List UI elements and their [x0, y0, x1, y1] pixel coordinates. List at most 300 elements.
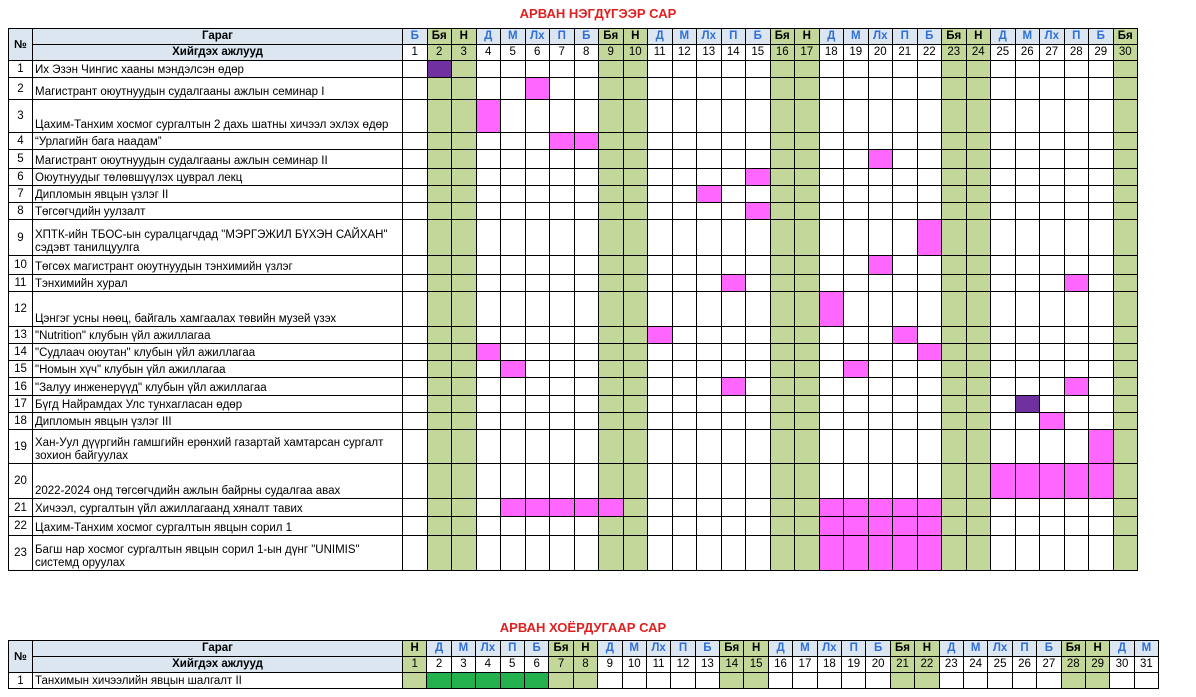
day-cell [501, 275, 526, 292]
day-cell [1113, 536, 1138, 571]
day-number: 5 [500, 657, 524, 673]
weekday-label: Д [476, 29, 501, 45]
day-cell [452, 256, 477, 275]
scheduled-day-cell [427, 61, 452, 78]
day-cell [1089, 203, 1114, 220]
day-cell [1040, 327, 1065, 344]
day-cell [574, 169, 599, 186]
day-cell [403, 100, 428, 133]
day-cell [770, 292, 795, 327]
day-cell [550, 361, 575, 378]
day-cell [1064, 430, 1089, 464]
weekday-label: Лх [1040, 29, 1065, 45]
table-row [9, 413, 1138, 430]
scheduled-day-cell [917, 536, 942, 571]
day-cell [746, 256, 771, 275]
day-cell [1064, 344, 1089, 361]
day-cell [623, 430, 648, 464]
day-cell [599, 378, 624, 396]
day-cell [574, 61, 599, 78]
scheduled-day-cell [844, 517, 869, 536]
weekday-label: Бя [549, 641, 573, 657]
weekday-label: Д [648, 29, 673, 45]
weekday-label: Бя [1061, 641, 1085, 657]
day-cell [574, 203, 599, 220]
day-number: 6 [524, 657, 548, 673]
day-cell [991, 536, 1016, 571]
day-cell [1015, 344, 1040, 361]
day-cell [672, 517, 697, 536]
day-cell [403, 220, 428, 256]
day-cell [770, 100, 795, 133]
day-cell [648, 413, 673, 430]
task-number: 11 [9, 275, 33, 292]
day-cell [868, 413, 893, 430]
day-cell [452, 378, 477, 396]
day-cell [942, 203, 967, 220]
day-cell [795, 378, 820, 396]
day-cell [1089, 344, 1114, 361]
day-cell [795, 220, 820, 256]
scheduled-day-cell [501, 499, 526, 517]
day-cell [917, 396, 942, 413]
weekday-label: П [842, 641, 866, 657]
day-cell [648, 464, 673, 499]
day-cell [917, 292, 942, 327]
day-cell [1015, 256, 1040, 275]
day-cell [1089, 78, 1114, 100]
task-name: ХПТК-ийн ТБОС-ын суралцагчдад "МЭРГЭЖИЛ БҮХЭН САЙХАН" сэдэвт танилцуулга [33, 220, 403, 256]
table-row [9, 256, 1138, 275]
scheduled-day-cell [893, 536, 918, 571]
day-cell [574, 536, 599, 571]
scheduled-day-cell [451, 673, 475, 689]
day-cell [770, 150, 795, 169]
day-cell [893, 169, 918, 186]
scheduled-day-cell [868, 150, 893, 169]
day-cell [550, 413, 575, 430]
day-cell [966, 499, 991, 517]
task-name: Их Эзэн Чингис хааны мэндэлсэн өдөр [33, 61, 403, 78]
day-cell [721, 169, 746, 186]
day-cell [427, 344, 452, 361]
day-cell [476, 203, 501, 220]
day-cell [721, 78, 746, 100]
scheduled-day-cell [819, 499, 844, 517]
scheduled-day-cell [501, 361, 526, 378]
day-cell [1015, 361, 1040, 378]
day-cell [795, 256, 820, 275]
task-number: 14 [9, 344, 33, 361]
day-cell [427, 378, 452, 396]
weekday-label: П [721, 29, 746, 45]
day-cell [795, 150, 820, 169]
task-number: 4 [9, 133, 33, 150]
weekday-row-header: Гараг [33, 641, 403, 657]
day-cell [721, 220, 746, 256]
day-cell [1015, 517, 1040, 536]
tasks-column-header: Хийгдэх ажлууд [33, 657, 403, 673]
day-cell [770, 499, 795, 517]
day-cell [501, 61, 526, 78]
scheduled-day-cell [868, 536, 893, 571]
day-cell [942, 413, 967, 430]
day-cell [403, 499, 428, 517]
day-cell [1037, 673, 1061, 689]
day-cell [893, 396, 918, 413]
day-cell [1040, 203, 1065, 220]
day-number: 11 [646, 657, 670, 673]
day-cell [1040, 292, 1065, 327]
day-cell [942, 464, 967, 499]
day-cell [427, 499, 452, 517]
day-cell [574, 517, 599, 536]
day-cell [476, 517, 501, 536]
day-cell [917, 100, 942, 133]
scheduled-day-cell [868, 256, 893, 275]
day-cell [476, 499, 501, 517]
task-number: 7 [9, 186, 33, 203]
day-cell [1015, 536, 1040, 571]
day-cell [746, 220, 771, 256]
day-cell [672, 361, 697, 378]
task-name: Дипломын явцын үзлэг II [33, 186, 403, 203]
day-cell [991, 413, 1016, 430]
day-cell [868, 430, 893, 464]
day-cell [501, 292, 526, 327]
day-number: 8 [574, 45, 599, 61]
day-cell [991, 150, 1016, 169]
day-cell [942, 78, 967, 100]
day-cell [942, 220, 967, 256]
day-cell [648, 499, 673, 517]
day-cell [403, 413, 428, 430]
day-cell [1015, 220, 1040, 256]
day-cell [476, 413, 501, 430]
day-number: 20 [866, 657, 890, 673]
day-cell [525, 327, 550, 344]
day-cell [697, 361, 722, 378]
day-cell [476, 275, 501, 292]
day-cell [746, 344, 771, 361]
weekday-label: М [793, 641, 817, 657]
day-cell [1040, 220, 1065, 256]
day-cell [697, 536, 722, 571]
day-cell [599, 78, 624, 100]
day-cell [770, 133, 795, 150]
day-cell [819, 100, 844, 133]
day-cell [1015, 61, 1040, 78]
day-cell [599, 100, 624, 133]
table-row [9, 292, 1138, 327]
scheduled-day-cell [476, 344, 501, 361]
task-number: 20 [9, 464, 33, 499]
scheduled-day-cell [574, 133, 599, 150]
weekday-label: Н [623, 29, 648, 45]
day-cell [697, 344, 722, 361]
day-cell [623, 256, 648, 275]
day-cell [1113, 378, 1138, 396]
day-cell [648, 169, 673, 186]
day-cell [770, 464, 795, 499]
day-cell [770, 169, 795, 186]
day-cell [1040, 396, 1065, 413]
day-cell [721, 396, 746, 413]
day-cell [991, 430, 1016, 464]
day-cell [721, 292, 746, 327]
day-cell [672, 100, 697, 133]
day-cell [476, 464, 501, 499]
day-cell [770, 396, 795, 413]
day-cell [1113, 361, 1138, 378]
table-row [9, 186, 1138, 203]
day-cell [476, 186, 501, 203]
day-cell [819, 133, 844, 150]
day-cell [942, 186, 967, 203]
task-number: 12 [9, 292, 33, 327]
day-cell [795, 464, 820, 499]
day-cell [819, 275, 844, 292]
day-number: 7 [549, 657, 573, 673]
day-number: 21 [893, 45, 918, 61]
weekday-label: Бя [942, 29, 967, 45]
day-cell [476, 292, 501, 327]
day-cell [648, 256, 673, 275]
day-cell [942, 378, 967, 396]
day-cell [501, 327, 526, 344]
day-cell [599, 464, 624, 499]
day-cell [991, 499, 1016, 517]
day-cell [403, 275, 428, 292]
day-cell [917, 256, 942, 275]
day-cell [770, 186, 795, 203]
day-cell [1113, 78, 1138, 100]
day-cell [501, 536, 526, 571]
day-cell [672, 464, 697, 499]
day-cell [403, 150, 428, 169]
day-cell [550, 150, 575, 169]
day-cell [623, 275, 648, 292]
tasks-column-header: Хийгдэх ажлууд [33, 45, 403, 61]
day-cell [525, 61, 550, 78]
scheduled-day-cell [721, 275, 746, 292]
day-cell [599, 133, 624, 150]
day-cell [550, 169, 575, 186]
day-cell [844, 150, 869, 169]
day-cell [991, 344, 1016, 361]
day-cell [746, 327, 771, 344]
day-cell [427, 169, 452, 186]
day-cell [844, 61, 869, 78]
scheduled-day-cell [427, 673, 451, 689]
day-number: 13 [695, 657, 719, 673]
day-number: 17 [793, 657, 817, 673]
day-cell [893, 430, 918, 464]
day-cell [697, 499, 722, 517]
day-cell [574, 220, 599, 256]
day-cell [427, 186, 452, 203]
day-cell [966, 378, 991, 396]
day-cell [795, 517, 820, 536]
day-cell [403, 61, 428, 78]
day-cell [671, 673, 695, 689]
day-cell [476, 169, 501, 186]
day-cell [868, 344, 893, 361]
day-cell [403, 536, 428, 571]
day-cell [672, 292, 697, 327]
day-cell [746, 292, 771, 327]
day-number: 3 [451, 657, 475, 673]
day-cell [966, 413, 991, 430]
day-cell [452, 78, 477, 100]
task-name: Хан-Уул дүүргийн гамшгийн ерөнхий газартай хамтарсан сургалт зохион байгуулах [33, 430, 403, 464]
day-cell [795, 413, 820, 430]
day-cell [770, 430, 795, 464]
day-cell [672, 78, 697, 100]
scheduled-day-cell [868, 517, 893, 536]
day-cell [525, 464, 550, 499]
day-cell [452, 464, 477, 499]
day-cell [721, 133, 746, 150]
day-number: 3 [452, 45, 477, 61]
day-cell [672, 275, 697, 292]
day-cell [746, 464, 771, 499]
day-cell [1040, 133, 1065, 150]
day-cell [697, 203, 722, 220]
day-cell [1061, 673, 1085, 689]
day-cell [672, 186, 697, 203]
scheduled-day-cell [844, 536, 869, 571]
day-cell [868, 61, 893, 78]
day-number: 30 [1110, 657, 1134, 673]
day-cell [966, 517, 991, 536]
table-row [9, 344, 1138, 361]
task-name: Хичээл, сургалтын үйл ажиллагаанд хяналт тавих [33, 499, 403, 517]
day-cell [988, 673, 1012, 689]
day-cell [1113, 517, 1138, 536]
task-number: 13 [9, 327, 33, 344]
scheduled-day-cell [1040, 464, 1065, 499]
weekday-label: Б [695, 641, 719, 657]
day-cell [746, 430, 771, 464]
task-name: "Номын хүч" клубын үйл ажиллагаа [33, 361, 403, 378]
day-cell [1064, 100, 1089, 133]
day-cell [991, 61, 1016, 78]
task-name: “Урлагийн бага наадам” [33, 133, 403, 150]
day-number: 28 [1061, 657, 1085, 673]
scheduled-day-cell [844, 361, 869, 378]
scheduled-day-cell [476, 673, 500, 689]
day-cell [746, 378, 771, 396]
day-cell [648, 186, 673, 203]
day-cell [672, 344, 697, 361]
day-cell [917, 203, 942, 220]
weekday-label: Б [1089, 29, 1114, 45]
task-name: Төгсөгчдийн уулзалт [33, 203, 403, 220]
day-cell [795, 275, 820, 292]
day-number: 27 [1037, 657, 1061, 673]
day-cell [574, 361, 599, 378]
day-cell [599, 169, 624, 186]
day-cell [1089, 256, 1114, 275]
day-number: 18 [817, 657, 841, 673]
day-cell [697, 100, 722, 133]
day-cell [1015, 378, 1040, 396]
weekday-label: Бя [427, 29, 452, 45]
day-cell [599, 256, 624, 275]
weekday-label: Лх [646, 641, 670, 657]
day-cell [697, 517, 722, 536]
day-cell [550, 78, 575, 100]
day-cell [623, 344, 648, 361]
day-cell [746, 150, 771, 169]
day-cell [672, 61, 697, 78]
day-cell [844, 413, 869, 430]
table-row [9, 100, 1138, 133]
day-cell [1089, 100, 1114, 133]
day-cell [697, 327, 722, 344]
day-cell [623, 78, 648, 100]
day-cell [672, 150, 697, 169]
table-row [9, 78, 1138, 100]
day-cell [721, 361, 746, 378]
day-cell [697, 220, 722, 256]
day-cell [452, 100, 477, 133]
day-cell [574, 327, 599, 344]
day-cell [868, 169, 893, 186]
scheduled-day-cell [476, 100, 501, 133]
day-cell [525, 133, 550, 150]
day-cell [672, 499, 697, 517]
day-cell [525, 413, 550, 430]
day-cell [721, 150, 746, 169]
weekday-label: Б [574, 29, 599, 45]
day-cell [697, 413, 722, 430]
day-cell [844, 186, 869, 203]
day-cell [501, 517, 526, 536]
day-number: 22 [917, 45, 942, 61]
day-cell [403, 256, 428, 275]
day-cell [648, 220, 673, 256]
day-number: 7 [550, 45, 575, 61]
task-number: 16 [9, 378, 33, 396]
day-cell [599, 292, 624, 327]
day-number: 10 [622, 657, 646, 673]
day-cell [868, 396, 893, 413]
day-cell [1040, 186, 1065, 203]
day-number: 8 [573, 657, 597, 673]
day-cell [1089, 361, 1114, 378]
day-cell [427, 292, 452, 327]
day-cell [795, 203, 820, 220]
task-number: 10 [9, 256, 33, 275]
day-number: 26 [1012, 657, 1036, 673]
day-cell [501, 256, 526, 275]
day-cell [550, 100, 575, 133]
day-cell [819, 78, 844, 100]
scheduled-day-cell [697, 186, 722, 203]
day-cell [697, 430, 722, 464]
table-row [9, 430, 1138, 464]
day-cell [868, 78, 893, 100]
day-cell [942, 256, 967, 275]
day-cell [1089, 396, 1114, 413]
day-cell [427, 256, 452, 275]
day-cell [452, 413, 477, 430]
day-cell [893, 464, 918, 499]
day-cell [550, 464, 575, 499]
weekday-label: Лх [697, 29, 722, 45]
